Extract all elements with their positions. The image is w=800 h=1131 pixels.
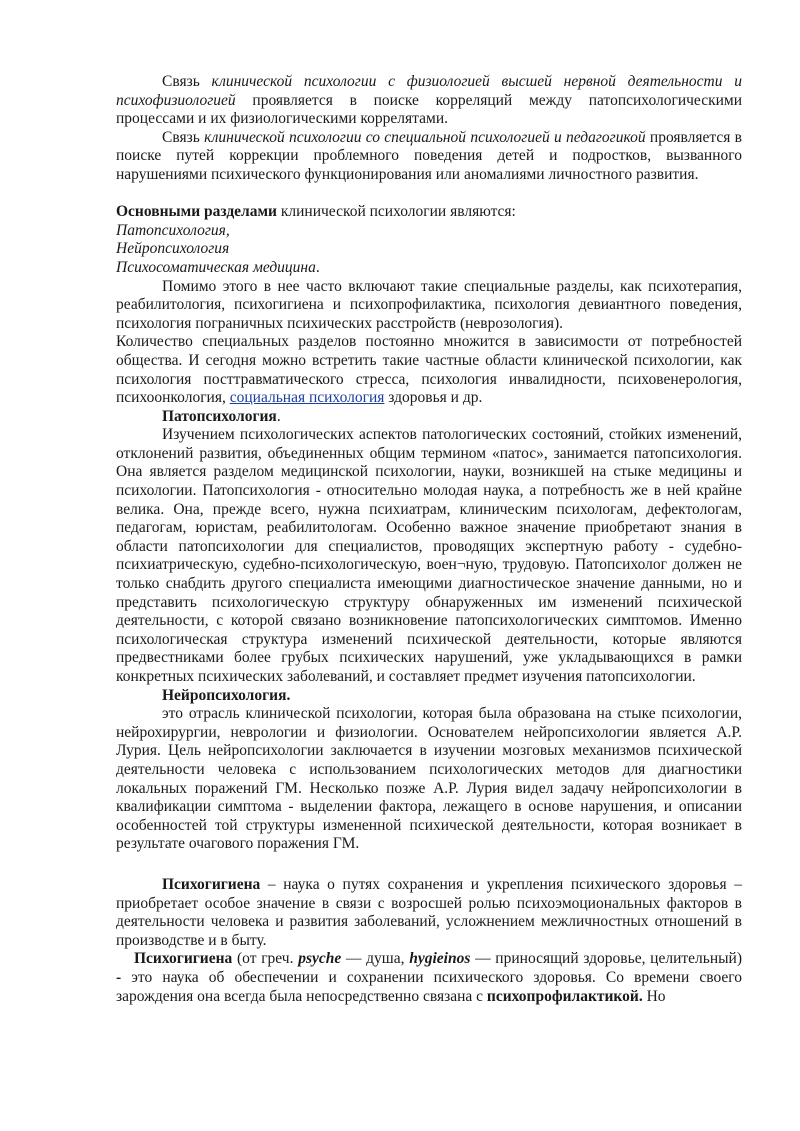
paragraph-private-areas <box>116 333 742 407</box>
paragraph-psychohygiene-intro <box>116 876 742 950</box>
neuropsychology-heading <box>116 687 742 706</box>
greek-term: psyche <box>298 950 342 968</box>
social-psychology-link[interactable]: социальная психология <box>229 389 385 407</box>
text: — душа, <box>341 950 410 968</box>
text: проявляется в поиске путей коррекции проблемного поведения детей и подростков, вызванного нарушениями психического функционирования или аномалиями личностного развития. <box>116 128 743 183</box>
text: здоровья и др. <box>384 389 483 407</box>
text: проявляется в поиске корреляций между патопсихологическими процессами и их физиологическими коррелятами. <box>116 91 742 128</box>
text: . <box>276 407 281 425</box>
bold-term: Нейропсихология. <box>162 686 291 704</box>
section-item-label: Патопсихология, <box>116 221 230 239</box>
italic-term: клинической психологии со специальной психологией и педагогикой <box>204 128 646 146</box>
text: . <box>315 258 320 276</box>
text: (от греч. <box>232 950 299 968</box>
text: Связь <box>162 128 205 146</box>
document-page <box>116 73 742 1006</box>
bold-term: психопрофилактикой. <box>486 987 643 1005</box>
text: клинической психологии являются: <box>276 203 516 221</box>
paragraph-pathopsychology: Изучением психологических аспектов патологических состояний, стойких изменений, отклонений развития, объединенных общим термином «патос», занимается патопсихология. Она является разделом медицинской психологии, науки, возникшей на стыке медицины и психологии. Патопсихология - относительно молодая наука, а потребность же в ней крайне велика. Она, прежде всего, нужна психиатрам, клиническим психологам, дефектологам, педагогам, юристам, реабилитологам. Особенно важное значение приобретают знания в области патопсихологии для специалистов, проводящих экспертную работу - судебно-психиатрическую, судебно-психологическую, воен¬ную, трудовую. Патопсихолог должен не только снабдить другого специалиста имеющими диагностическое значение данными, но и представить психологическую структуру обнаруженных им изменений психической деятельности, с которой связано возникновение патопсихологических симптомов. Именно психологическая структура изменений психической деятельности, которые являются предвестниками более грубых психических нарушений, уже укладывающихся в рамки конкретных психических заболеваний, и составляет предмет изучения патопсихологии. <box>116 426 742 685</box>
paragraph-psychohygiene-definition <box>116 950 742 1006</box>
pathopsychology-heading <box>116 408 742 427</box>
greek-term: hygieinos <box>409 950 471 968</box>
section-item <box>116 259 742 278</box>
text: – наука о путях сохранения и укрепления психического здоровья – приобретает особое значение в связи с возросшей ролью психоэмоциональных факторов в деятельности человека и развития заболеваний, усложнением межличностных отношений в производстве и в быту. <box>116 875 742 949</box>
bold-term: Патопсихология <box>162 407 277 425</box>
bold-term: Основными разделами <box>116 203 277 221</box>
section-item <box>116 240 742 259</box>
section-item <box>116 222 742 241</box>
paragraph-special-sections: Помимо этого в нее часто включают такие специальные разделы, как психотерапия, реабилитология, психогигиена и психопрофилактика, психология девиантного поведения, психология пограничных психических расстройств (неврозология). <box>116 277 742 332</box>
text: Связь <box>162 73 212 90</box>
bold-term: Психогигиена <box>134 950 233 968</box>
italic-term: клинической психологии с физиологией высшей нервной деятельности и психофизиологией <box>116 73 742 109</box>
paragraph-pedagogy-link <box>116 129 742 185</box>
sections-heading <box>116 203 742 222</box>
section-item-label: Нейропсихология <box>116 240 230 258</box>
bold-term: Психогигиена <box>162 875 261 893</box>
text: это наука об обеспечении и сохранении психического здоровья. Со времени своего зарождения она всегда была непосредственно связана с <box>116 968 742 1005</box>
text: Но <box>642 987 666 1005</box>
text: — приносящий здоровье, целительный) <box>470 950 742 968</box>
paragraph-physiology-link <box>116 73 742 129</box>
section-item-label: Психосоматическая медицина <box>116 258 316 276</box>
text: Количество специальных разделов постоянно множится в зависимости от потребностей общества. И сегодня можно встретить такие частные области клинической психологии, как психология посттравматического стресса, психология инвалидности, психовенерология, психоонкология, <box>116 333 742 407</box>
bold-dash: - <box>116 968 122 986</box>
paragraph-neuropsychology: это отрасль клинической психологии, которая была образована на стыке психологии, нейрохирургии, неврологии и физиологии. Основателем нейропсихологии является А.Р. Лурия. Цель нейропсихологии заключается в изучении мозговых механизмов психической деятельности человека с использованием психологических методов для диагностики локальных поражений ГМ. Несколько позже А.Р. Лурия видел задачу нейропсихологии в квалификации симптома - выделении фактора, лежащего в основе нарушения, и описании особенностей той структуры измененной психической деятельности, которая возникает в результате очагового поражения ГМ. <box>116 705 742 853</box>
